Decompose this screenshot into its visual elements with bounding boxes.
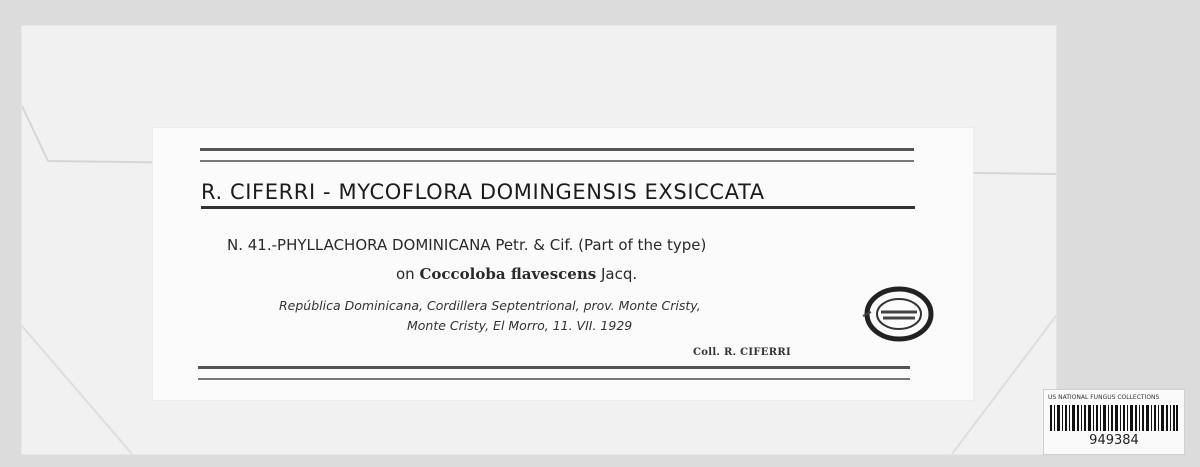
locality-line-2: Monte Cristy, El Morro, 11. VII. 1929 [407,318,633,333]
host-line [396,265,796,283]
top-rule [200,148,914,162]
barcode-number: 949384 [1089,433,1139,448]
barcode-icon [1050,405,1178,431]
bottom-rule [198,366,910,380]
host-name: Coccoloba flavescens [419,265,597,283]
specimen-packet [22,26,1056,454]
collector: Coll. R. CIFERRI [693,347,791,358]
collection-stamp-icon [859,282,935,346]
label-title: R. CIFERRI - MYCOFLORA DOMINGENSIS EXSICCATA [201,180,915,209]
host-author: Jacq. [600,265,638,283]
host-prefix: on [396,265,415,283]
herbarium-label [153,128,973,400]
barcode-label [1043,389,1185,455]
barcode-header: US NATIONAL FUNGUS COLLECTIONS [1048,394,1160,401]
locality-line-1: República Dominicana, Cordillera Septentrional, prov. Monte Cristy, [279,298,701,313]
specimen-line: N. 41.-PHYLLACHORA DOMINICANA Petr. & Cif. (Part of the type) [227,236,707,254]
